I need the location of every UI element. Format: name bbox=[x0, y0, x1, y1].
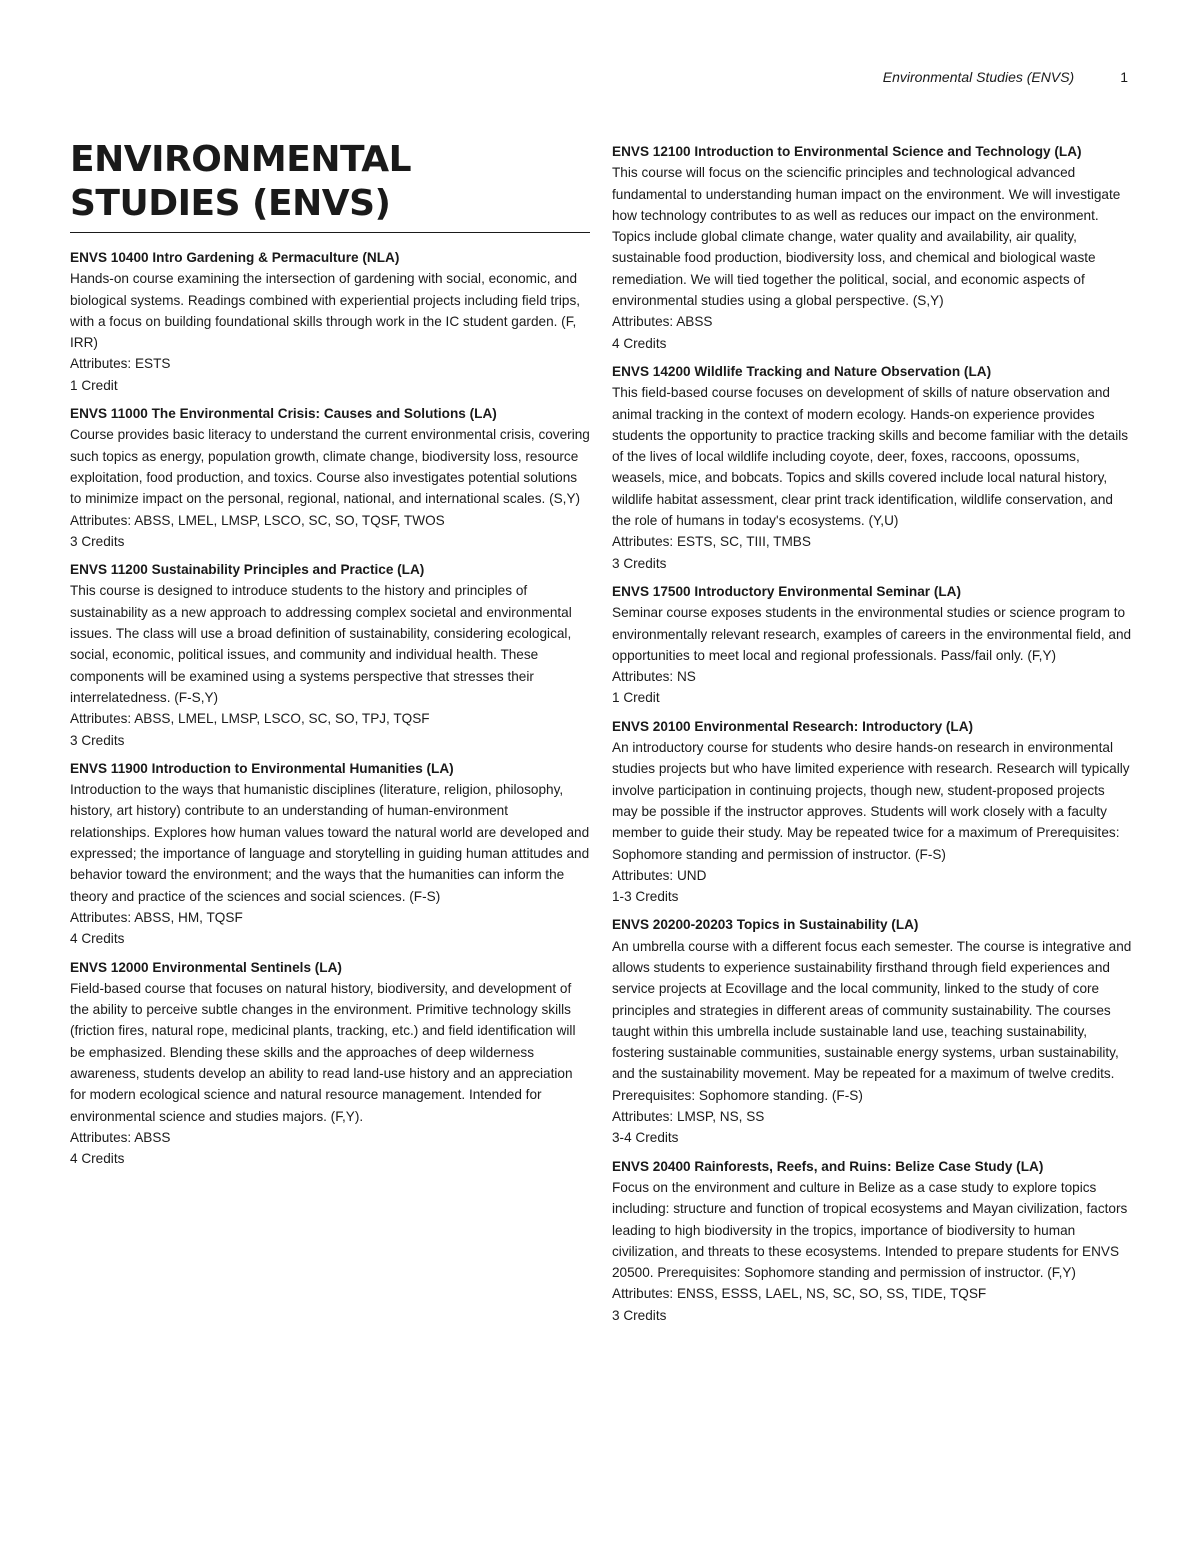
course-attributes: Attributes: ABSS bbox=[70, 1129, 171, 1145]
course-entry bbox=[612, 1156, 1132, 1326]
course-entry bbox=[612, 716, 1132, 908]
right-course-list bbox=[612, 141, 1132, 1326]
course-credits: 4 Credits bbox=[70, 1151, 125, 1167]
course-attributes: Attributes: ESTS bbox=[70, 356, 171, 372]
course-attributes: Attributes: NS bbox=[612, 669, 696, 685]
left-column bbox=[70, 138, 590, 1176]
course-entry bbox=[70, 758, 590, 950]
right-column bbox=[612, 141, 1132, 1333]
course-description: This field-based course focuses on development of skills of nature observation and animal tracking in the context of modern ecology. Hands-on experience provides students the opportunity to practice tracking skills and become familiar with the details of the lives of local wildlife including coyote, deer, foxes, raccoons, opossums, weasels, mice, and bobcats. Topics and skills covered include local natural history, wildlife habitat assessment, clear print track identification, wildlife conservation, and the role of humans in today's ecosystems. (Y,U) bbox=[612, 385, 1129, 529]
course-credits: 4 Credits bbox=[70, 931, 125, 947]
course-title: ENVS 20100 Environmental Research: Introductory (LA) bbox=[612, 718, 974, 734]
course-attributes: Attributes: ABSS, LMEL, LMSP, LSCO, SC, SO, TQSF, TWOS bbox=[70, 512, 445, 528]
course-entry bbox=[612, 141, 1132, 354]
course-credits: 1-3 Credits bbox=[612, 889, 679, 905]
running-header-title: Environmental Studies (ENVS) bbox=[882, 69, 1075, 85]
course-description: This course is designed to introduce students to the history and principles of sustainability as a new approach to addressing complex societal and environmental issues. The class will use a broad definition of sustainability, considering ecological, social, economic, political issues, and community and individual health. These components will be examined using a systems perspective that stresses their interrelatedness. (F-S,Y) bbox=[70, 583, 572, 705]
course-entry bbox=[612, 361, 1132, 574]
course-description: Field-based course that focuses on natural history, biodiversity, and development of the ability to perceive subtle changes in the environment. Primitive technology skills (friction fires, natural rope, medicinal plants, tracking, etc.) and field identification will be emphasized. Blending these skills and the approaches of deep wilderness awareness, students develop an ability to read land-use history and an appreciation for modern ecological science and natural resource management. Intended for environmental science and studies majors. (F,Y). bbox=[70, 980, 576, 1124]
course-description: Focus on the environment and culture in Belize as a case study to explore topics including: structure and function of tropical ecosystems and Mayan civilization, factors leading to high biodiversity in the tropics, importance of biodiversity to human civilization, and threats to these ecosystems. Intended to prepare students for ENVS 20500. Prerequisites: Sophomore standing and permission of instructor. (F,Y) bbox=[612, 1179, 1128, 1281]
course-description: An umbrella course with a different focus each semester. The course is integrative and allows students to experience sustainability firsthand through field experiences and service projects at Ecovillage and the local community, linked to the study of core principles and strategies in different areas of community sustainability. The courses taught within this umbrella include sustainable land use, teaching sustainability, fostering sustainable communities, sustainable energy systems, urban sustainability, and the sustainability movement. May be repeated for a maximum of twelve credits. Prerequisites: Sophomore standing. (F-S) bbox=[612, 938, 1132, 1103]
course-credits: 1 Credit bbox=[612, 690, 660, 706]
course-attributes: Attributes: ABSS, HM, TQSF bbox=[70, 909, 243, 925]
course-title: ENVS 12100 Introduction to Environmental Science and Technology (LA) bbox=[612, 144, 1082, 159]
course-attributes: Attributes: ABSS, LMEL, LMSP, LSCO, SC, SO, TPJ, TQSF bbox=[70, 711, 430, 727]
page-number: 1 bbox=[1120, 69, 1128, 85]
course-description: Seminar course exposes students in the environmental studies or science program to environmentally relevant research, examples of careers in the environmental field, and opportunities to meet local and regional professionals. Pass/fail only. (F,Y) bbox=[612, 605, 1132, 663]
course-credits: 3-4 Credits bbox=[612, 1130, 679, 1146]
course-title: ENVS 11200 Sustainability Principles and Practice (LA) bbox=[70, 562, 425, 578]
course-credits: 3 Credits bbox=[612, 1307, 667, 1323]
course-title: ENVS 14200 Wildlife Tracking and Nature Observation (LA) bbox=[612, 363, 992, 379]
course-credits: 3 Credits bbox=[70, 732, 125, 748]
course-entry bbox=[612, 914, 1132, 1148]
course-attributes: Attributes: UND bbox=[612, 867, 707, 883]
course-entry bbox=[70, 247, 590, 396]
course-credits: 4 Credits bbox=[612, 335, 667, 351]
left-course-list bbox=[70, 247, 590, 1169]
course-entry bbox=[70, 403, 590, 552]
course-title: ENVS 20200-20203 Topics in Sustainability (LA) bbox=[612, 917, 919, 933]
course-description: Hands-on course examining the intersection of gardening with social, economic, and biological systems. Readings combined with experiential projects including field trips, with a focus on building foundational skills through work in the IC student garden. (F, IRR) bbox=[70, 271, 581, 351]
course-entry bbox=[70, 957, 590, 1170]
course-credits: 3 Credits bbox=[612, 555, 667, 571]
course-attributes: Attributes: LMSP, NS, SS bbox=[612, 1109, 765, 1125]
page-title: ENVIRONMENTAL STUDIES (ENVS) bbox=[70, 138, 590, 233]
course-title: ENVS 11000 The Environmental Crisis: Causes and Solutions (LA) bbox=[70, 406, 497, 422]
course-attributes: Attributes: ABSS bbox=[612, 314, 713, 330]
course-entry bbox=[612, 581, 1132, 709]
course-attributes: Attributes: ENSS, ESSS, LAEL, NS, SC, SO, SS, TIDE, TQSF bbox=[612, 1286, 987, 1302]
course-credits: 1 Credit bbox=[70, 377, 118, 393]
course-credits: 3 Credits bbox=[70, 533, 125, 549]
course-description: Course provides basic literacy to understand the current environmental crisis, covering such topics as energy, population growth, climate change, biodiversity loss, resource exploitation, food production, and toxics. Course also investigates potential solutions to minimize impact on the personal, regional, national, and international scales. (S,Y) bbox=[70, 427, 590, 507]
course-title: ENVS 12000 Environmental Sentinels (LA) bbox=[70, 959, 342, 975]
course-description: Introduction to the ways that humanistic disciplines (literature, religion, philosophy, history, art history) contribute to an understanding of human-environment relationships. Explores how human values toward the natural world are developed and expressed; the importance of language and storytelling in guiding human attitudes and behavior toward the environment; and the ways that the humanities can inform the theory and practice of the sciences and social sciences. (F-S) bbox=[70, 782, 590, 904]
running-header bbox=[883, 69, 1128, 85]
course-entry bbox=[70, 559, 590, 751]
course-title: ENVS 20400 Rainforests, Reefs, and Ruins: Belize Case Study (LA) bbox=[612, 1158, 1044, 1174]
course-description: An introductory course for students who desire hands-on research in environmental studies projects but who have limited experience with research. Research will typically involve participation in continuing projects, though new, student-proposed projects may be possible if the instructor approves. Students will work closely with a faculty member to guide their study. May be repeated twice for a maximum of Prerequisites: Sophomore standing and permission of instructor. (F-S) bbox=[612, 740, 1130, 862]
course-description: This course will focus on the sciencific principles and technological advanced fundamental to understanding human impact on the environment. We will investigate how technology contributes to as well as reduces our impact on the environment. Topics include global climate change, water quality and availability, air quality, sustainable food production, biodiversity loss, and chemical and biological waste remediation. We will tied together the political, social, and economic aspects of environmental studies using a global perspective. (S,Y) bbox=[612, 165, 1121, 309]
course-title: ENVS 17500 Introductory Environmental Seminar (LA) bbox=[612, 583, 961, 599]
course-title: ENVS 10400 Intro Gardening & Permaculture (NLA) bbox=[70, 250, 400, 265]
course-title: ENVS 11900 Introduction to Environmental Humanities (LA) bbox=[70, 760, 454, 776]
course-attributes: Attributes: ESTS, SC, TIII, TMBS bbox=[612, 534, 811, 550]
